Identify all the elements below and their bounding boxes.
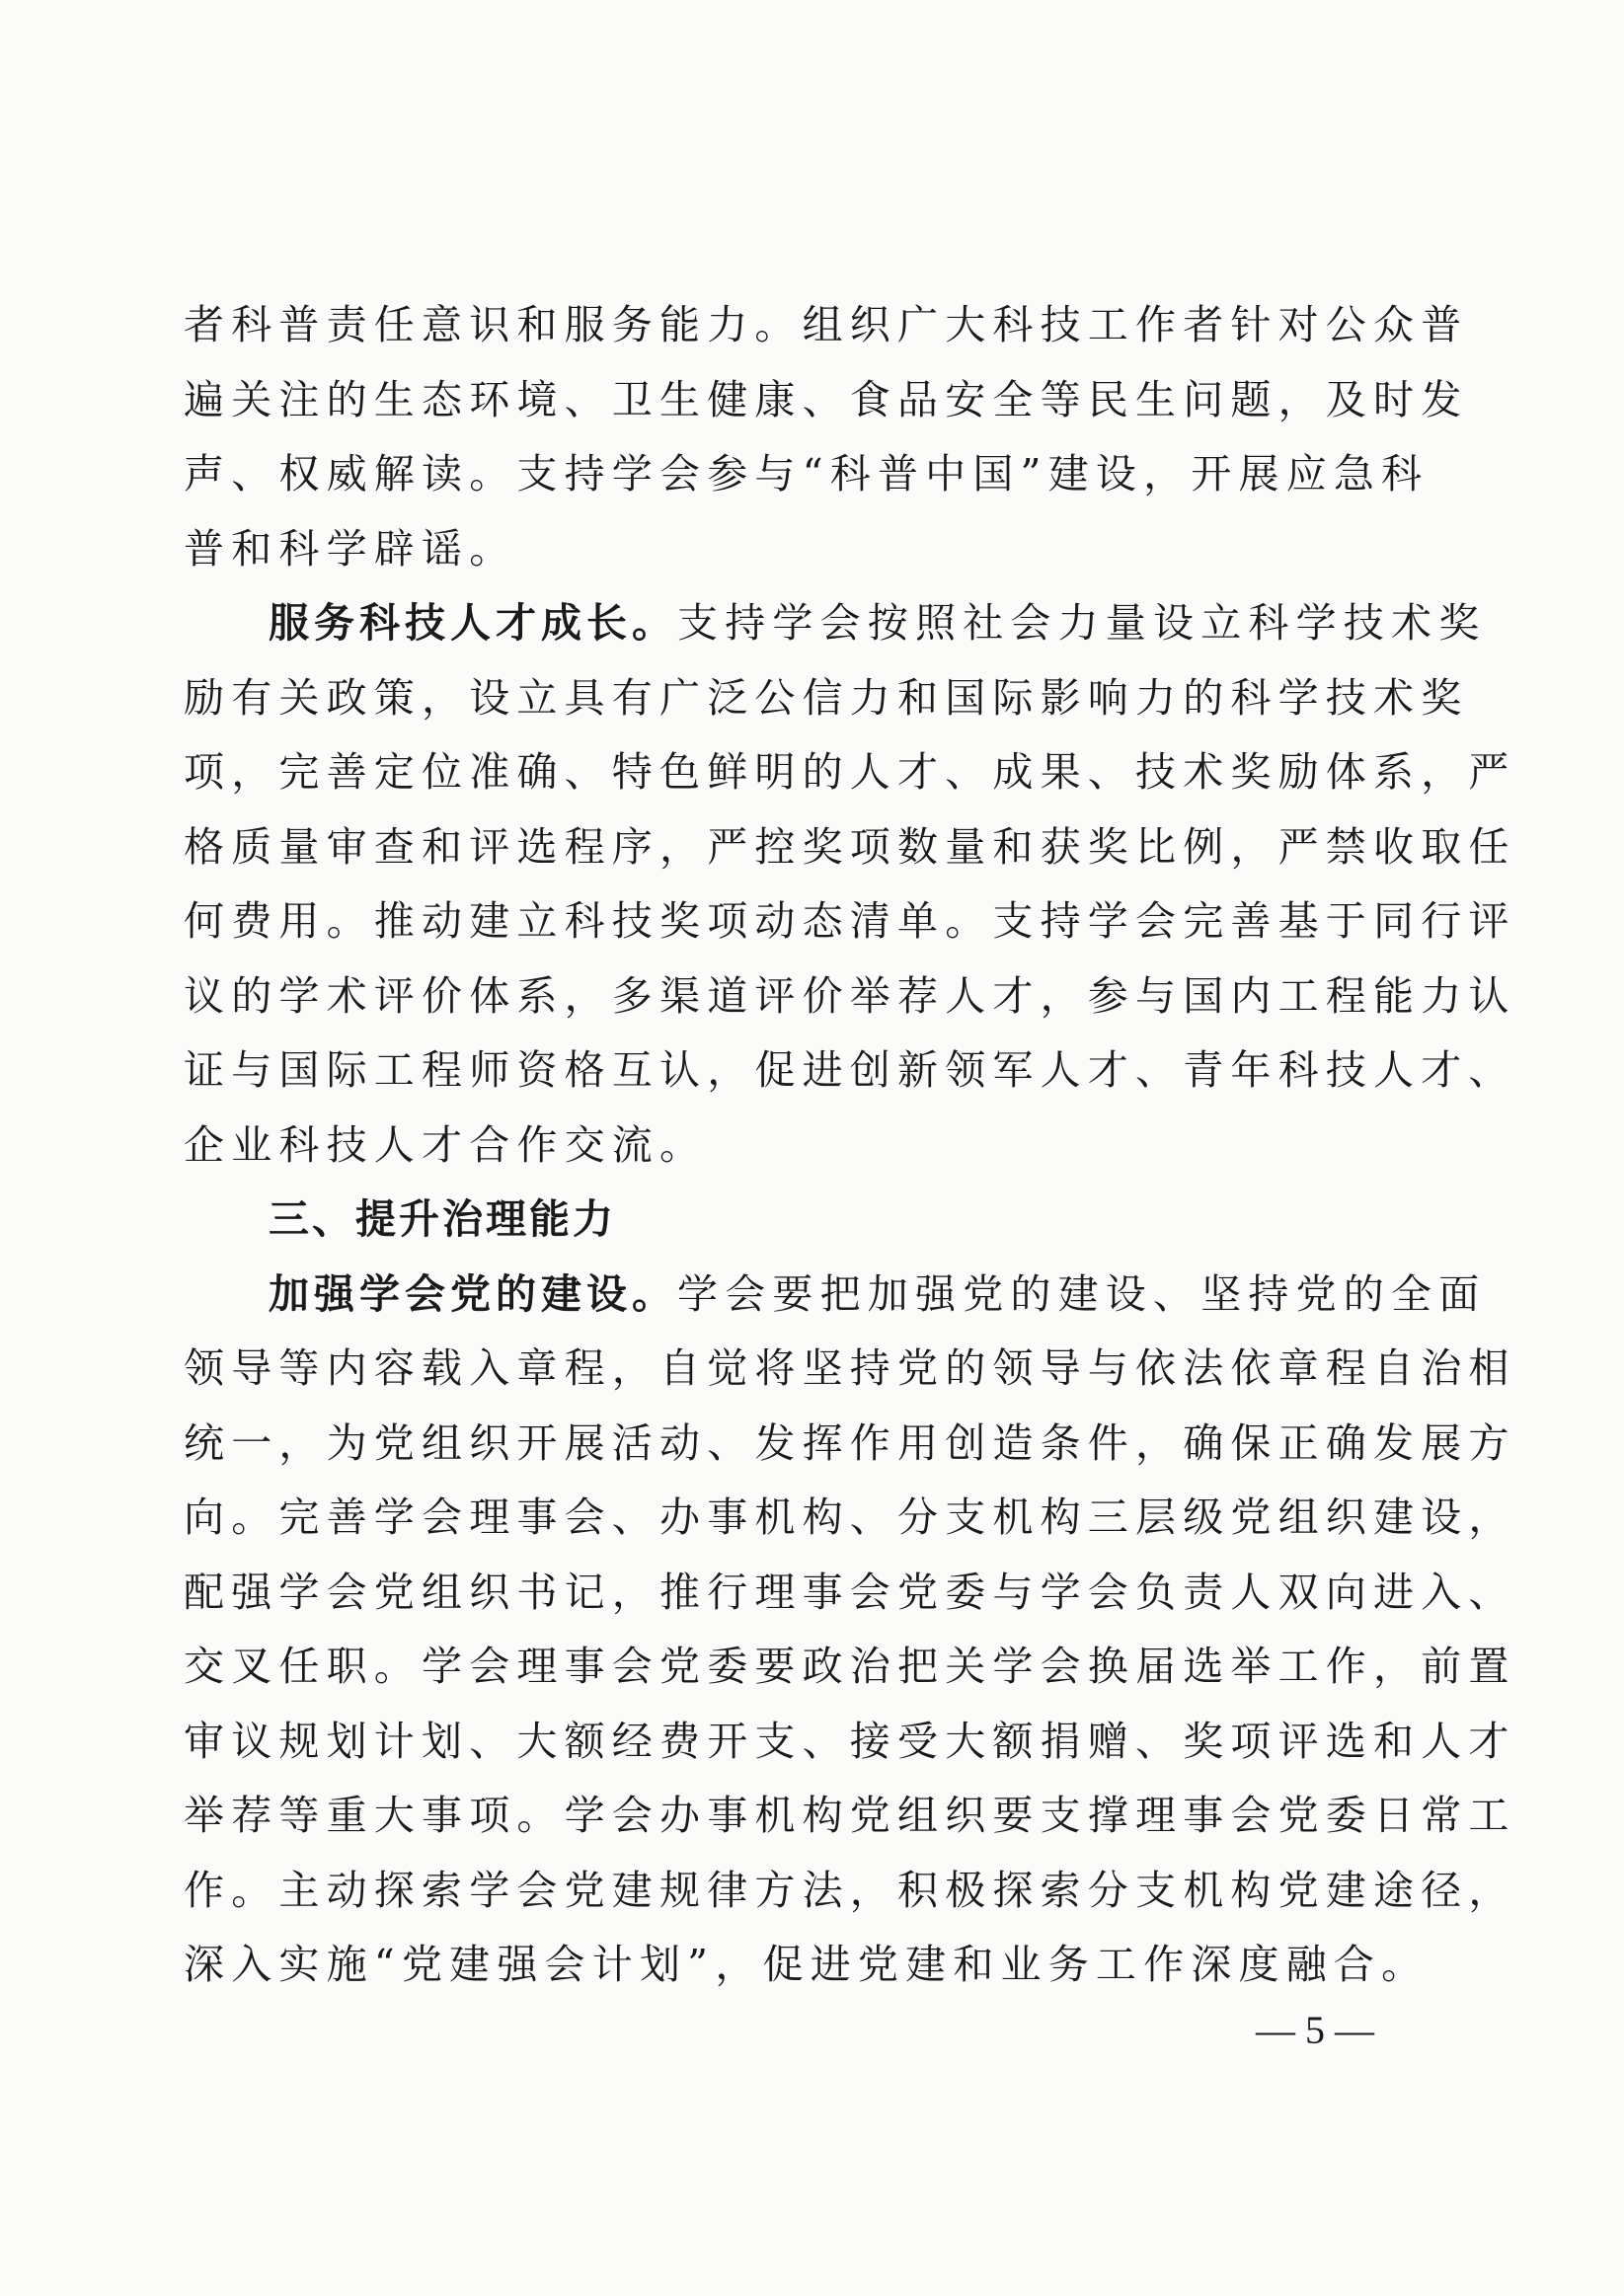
text-line: 向。完善学会理事会、办事机构、分支机构三层级党组织建设， — [184, 1493, 1516, 1541]
body-text — [184, 288, 1516, 2003]
text-line: 遍关注的生态环境、卫生健康、食品安全等民生问题，及时发 — [184, 375, 1469, 423]
paragraph-science-popularization — [184, 288, 1469, 586]
paragraph-talent-growth — [184, 586, 1516, 1183]
text-line: 交叉任职。学会理事会党委要政治把关学会换届选举工作，前置 — [184, 1643, 1516, 1690]
text-line: 举荐等重大事项。学会办事机构党组织要支撑理事会党委日常工 — [184, 1792, 1516, 1839]
paragraph-text: 支持学会按照社会力量设立科学技术奖 — [677, 599, 1487, 647]
section-heading: 三、提升治理能力 — [269, 1195, 616, 1243]
text-line: 声、权威解读。支持学会参与“科普中国”建设，开展应急科 — [184, 450, 1430, 497]
text-line — [184, 586, 1487, 661]
text-line: 配强学会党组织书记，推行理事会党委与学会负责人双向进入、 — [184, 1568, 1516, 1616]
text-line: 证与国际工程师资格互认，促进创新领军人才、青年科技人才、 — [184, 1046, 1516, 1094]
page-number: — 5 — — [1256, 2008, 1374, 2052]
text-line: 审议规划计划、大额经费开支、接受大额捐赠、奖项评选和人才 — [184, 1717, 1516, 1765]
text-line: 领导等内容载入章程，自觉将坚持党的领导与依法依章程自治相 — [184, 1344, 1516, 1392]
text-line: 何费用。推动建立科技奖项动态清单。支持学会完善基于同行评 — [184, 897, 1516, 945]
text-line: 格质量审查和评选程序，严控奖项数量和获奖比例，严禁收取任 — [184, 822, 1516, 871]
text-line — [184, 1258, 1487, 1333]
text-line: 深入实施“党建强会计划”，促进党建和业务工作深度融合。 — [184, 1941, 1430, 1988]
text-line: 统一，为党组织开展活动、发挥作用创造条件，确保正确发展方 — [184, 1418, 1516, 1467]
text-line: 项，完善定位准确、特色鲜明的人才、成果、技术奖励体系，严 — [184, 748, 1516, 796]
paragraph-party-building — [184, 1258, 1516, 2003]
text-line: 议的学术评价体系，多渠道评价举荐人才，参与国内工程能力认 — [184, 971, 1516, 1020]
text-line: 励有关政策，设立具有广泛公信力和国际影响力的科学技术奖 — [184, 673, 1469, 722]
paragraph-text: 学会要把加强党的建设、坚持党的全面 — [677, 1269, 1487, 1318]
text-line: 者科普责任意识和服务能力。组织广大科技工作者针对公众普 — [184, 301, 1469, 348]
text-line: 企业科技人才合作交流。 — [184, 1120, 708, 1169]
paragraph-lead: 加强学会党的建设。 — [269, 1269, 677, 1318]
text-line: 作。主动探索学会党建规律方法，积极探索分支机构党建途径， — [184, 1866, 1516, 1914]
paragraph-lead: 服务科技人才成长。 — [269, 599, 677, 647]
text-line: 普和科学辟谣。 — [184, 524, 517, 573]
